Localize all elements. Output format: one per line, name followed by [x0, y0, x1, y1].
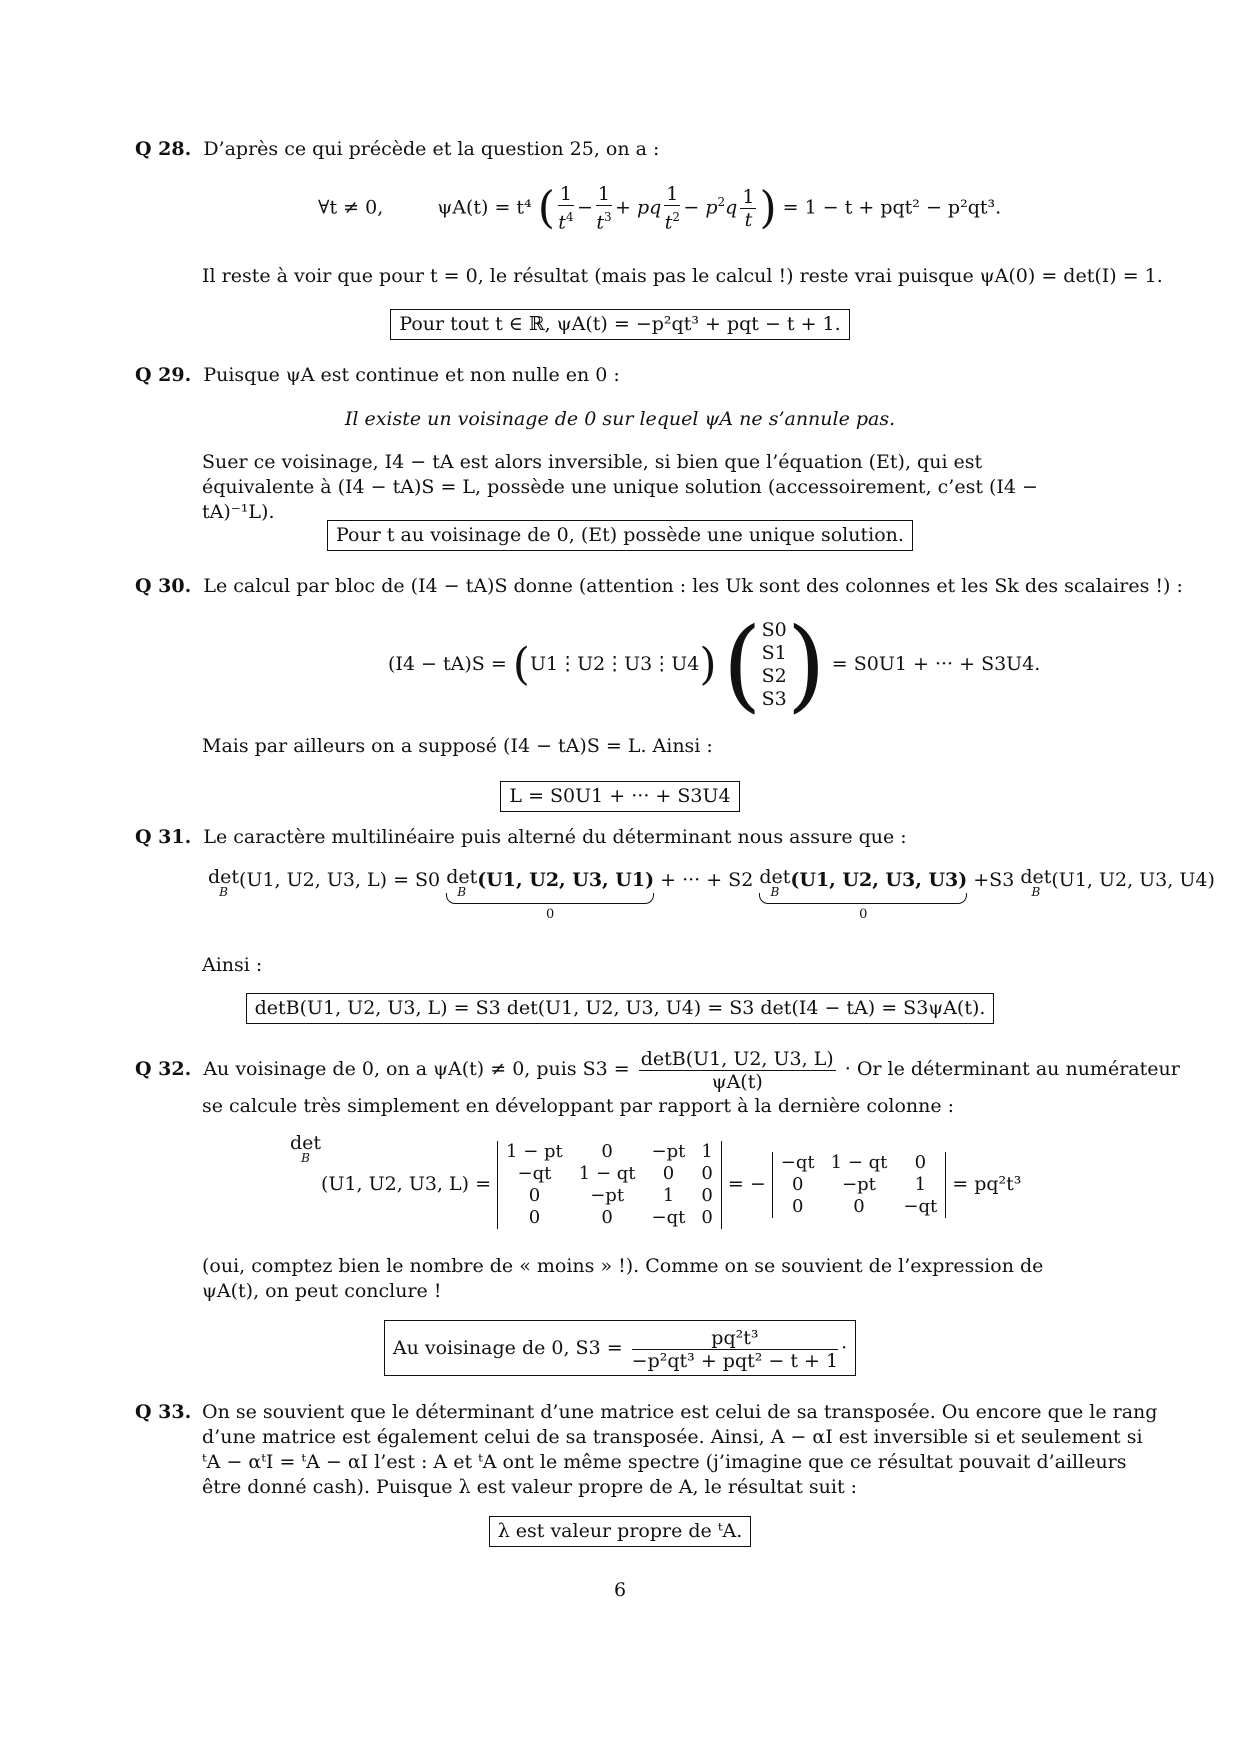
q28-result	[0, 309, 1240, 340]
q30-intro-line	[135, 574, 1183, 599]
q32-intro-line	[135, 1044, 1180, 1094]
q30-label: Q 30.	[135, 575, 192, 597]
q31-term-1: (U1, U2, U3, L) = S0	[239, 869, 441, 891]
q30-column-entry: S2	[761, 665, 787, 687]
q31-intro: Le caractère multilinéaire puis alterné du déterminant nous assure que :	[203, 826, 907, 848]
q28-remark: Il reste à voir que pour t = 0, le résultat (mais pas le calcul !) reste vrai puisque ψA(0) = det(I) = 1.	[202, 265, 1163, 287]
q29-para: Suer ce voisinage, I4 − tA est alors inversible, si bien que l’équation (Et), qui est équivalente à (I4 − tA)S = L, possède une unique solution (accessoirement, c’est (I4 − tA)⁻¹L).	[202, 451, 1038, 523]
q30-row-vector: U1⋮U2⋮U3⋮U4	[529, 653, 700, 675]
q33-para: On se souvient que le déterminant d’une matrice est celui de sa transposée. Ou encore que le rang d’une matrice est également celui de sa transposée. Ainsi, A − αI est inversible si et seulement si ᵗA − αᵗI = ᵗA − αI l’est : A et ᵗA ont le même spectre (j’imagine que ce résultat pouvait d’ailleurs être donné cash). Puisque λ est valeur propre de A, le résultat suit :	[202, 1401, 1158, 1498]
q33-block	[135, 1400, 1164, 1500]
q31-zero-brace: det B (U1, U2, U3, U1) 0	[446, 866, 655, 922]
q32-intro-a: Au voisinage de 0, on a ψA(t) ≠ 0, puis S3 =	[203, 1058, 630, 1080]
q32-lhs: (U1, U2, U3, L) =	[321, 1173, 491, 1195]
q29-statement: Il existe un voisinage de 0 sur lequel ψA ne s’annule pas.	[344, 408, 896, 430]
q32-intro-b: · Or le déterminant au numérateur	[844, 1058, 1180, 1080]
q32-label: Q 32.	[135, 1058, 192, 1080]
q32-formula: det B (U1, U2, U3, L) = 1 − pt 0 −pt 1 −qt 1 − qt 0 0 0 −pt 1 0 0 0 −qt 0 = − −qt 1 − qt 0 0 −pt 1 0 0 −qt = pq²t³	[290, 1132, 1022, 1228]
q30-column-entry: S3	[761, 688, 787, 710]
q31-formula: det B (U1, U2, U3, L) = S0 det B (U1, U2, U3, U1) 0 + ··· + S2 det B (U1, U2, U3, U3) 0 +S3 det B (U1, U2, U3, U4)	[208, 866, 1215, 922]
q31-term-3: + ··· + S2	[660, 869, 754, 891]
q29-boxed: Pour t au voisinage de 0, (Et) possède une unique solution.	[327, 520, 913, 551]
q28-label: Q 28.	[135, 138, 192, 160]
page-number: 6	[613, 1579, 627, 1601]
q32-para: (oui, comptez bien le nombre de « moins » !). Comme on se souvient de l’expression de ψA(t), on peut conclure !	[202, 1255, 1044, 1302]
q32-mid: = −	[727, 1173, 766, 1195]
q28-intro-line	[135, 137, 659, 162]
q28-formula: ∀t ≠ 0, ψA(t) = t⁴ ( $\frac{1}{t^4}$ − $\frac{1}{t^3}$ + pq $\frac{1}{t^2}$ − $p^2q$ $\frac{1}{t}$ ) = 1 − t + pqt² − p²qt³.	[318, 182, 1002, 234]
q33-result	[0, 1516, 1240, 1547]
q31-ainsi: Ainsi :	[202, 954, 263, 976]
q31-label: Q 31.	[135, 826, 192, 848]
q28-formula-lhs: ∀t ≠ 0,	[318, 196, 384, 219]
q29-label: Q 29.	[135, 364, 192, 386]
q28-formula-psi: ψA(t) = t⁴	[437, 196, 532, 219]
q31-boxed: detB(U1, U2, U3, L) = S3 det(U1, U2, U3, U4) = S3 det(I4 − tA) = S3ψA(t).	[246, 993, 995, 1024]
q28-boxed: Pour tout t ∈ ℝ, ψA(t) = −p²qt³ + pqt − t + 1.	[390, 309, 849, 340]
q30-formula-lhs: (I4 − tA)S =	[388, 653, 507, 675]
q32-result	[0, 1320, 1240, 1376]
q30-boxed: L = S0U1 + ··· + S3U4	[500, 781, 739, 812]
q32-boxed: Au voisinage de 0, S3 = $\frac{\text{pq²t³}}{\text{−p²qt³ + pqt² − t + 1}}$ ·	[384, 1320, 856, 1376]
q28-formula-rhs: = 1 − t + pqt² − p²qt³.	[782, 196, 1002, 219]
q31-term-5: +S3	[973, 869, 1015, 891]
q30-column-entry: S0	[761, 619, 787, 641]
q29-intro: Puisque ψA est continue et non nulle en 0 :	[203, 364, 620, 386]
q30-column-entry: S1	[761, 642, 787, 664]
q30-column	[762, 619, 787, 711]
q30-intro: Le calcul par bloc de (I4 − tA)S donne (attention : les Uk sont des colonnes et les Sk des scalaires !) :	[203, 575, 1183, 597]
q28-intro: D’après ce qui précède et la question 25, on a :	[203, 138, 660, 160]
q30-formula: (I4 − tA)S = (U1⋮U2⋮U3⋮U4) ( S0 S1 S2 S3 ) = S0U1 + ··· + S3U4.	[388, 606, 1041, 723]
q29-result	[0, 520, 1240, 551]
q29-intro-line	[135, 363, 620, 388]
q30-para: Mais par ailleurs on a supposé (I4 − tA)S = L. Ainsi :	[202, 735, 713, 757]
q32-intro-c: se calcule très simplement en développant par rapport à la dernière colonne :	[202, 1095, 955, 1117]
q31-result	[0, 993, 1240, 1024]
q33-boxed: λ est valeur propre de ᵗA.	[489, 1516, 752, 1547]
q31-term-6: (U1, U2, U3, U4)	[1051, 869, 1215, 891]
q31-intro-line	[135, 825, 907, 850]
q32-matrix-4x4: 1 − pt 0 −pt 1 −qt 1 − qt 0 0 0 −pt 1 0 0 0 −qt 0	[497, 1141, 722, 1229]
q32-rhs: = pq²t³	[952, 1173, 1022, 1195]
q30-result	[0, 781, 1240, 812]
q32-fraction: $\frac{\det B(U1, U2, U3, L)}{\psi A(t)}$	[640, 1047, 834, 1093]
q32-matrix-3x3: −qt 1 − qt 0 0 −pt 1 0 0 −qt	[772, 1152, 946, 1218]
q31-zero-brace: det B (U1, U2, U3, U3) 0	[759, 866, 968, 922]
q30-formula-rhs: = S0U1 + ··· + S3U4.	[831, 653, 1041, 675]
q33-label: Q 33.	[135, 1401, 192, 1423]
